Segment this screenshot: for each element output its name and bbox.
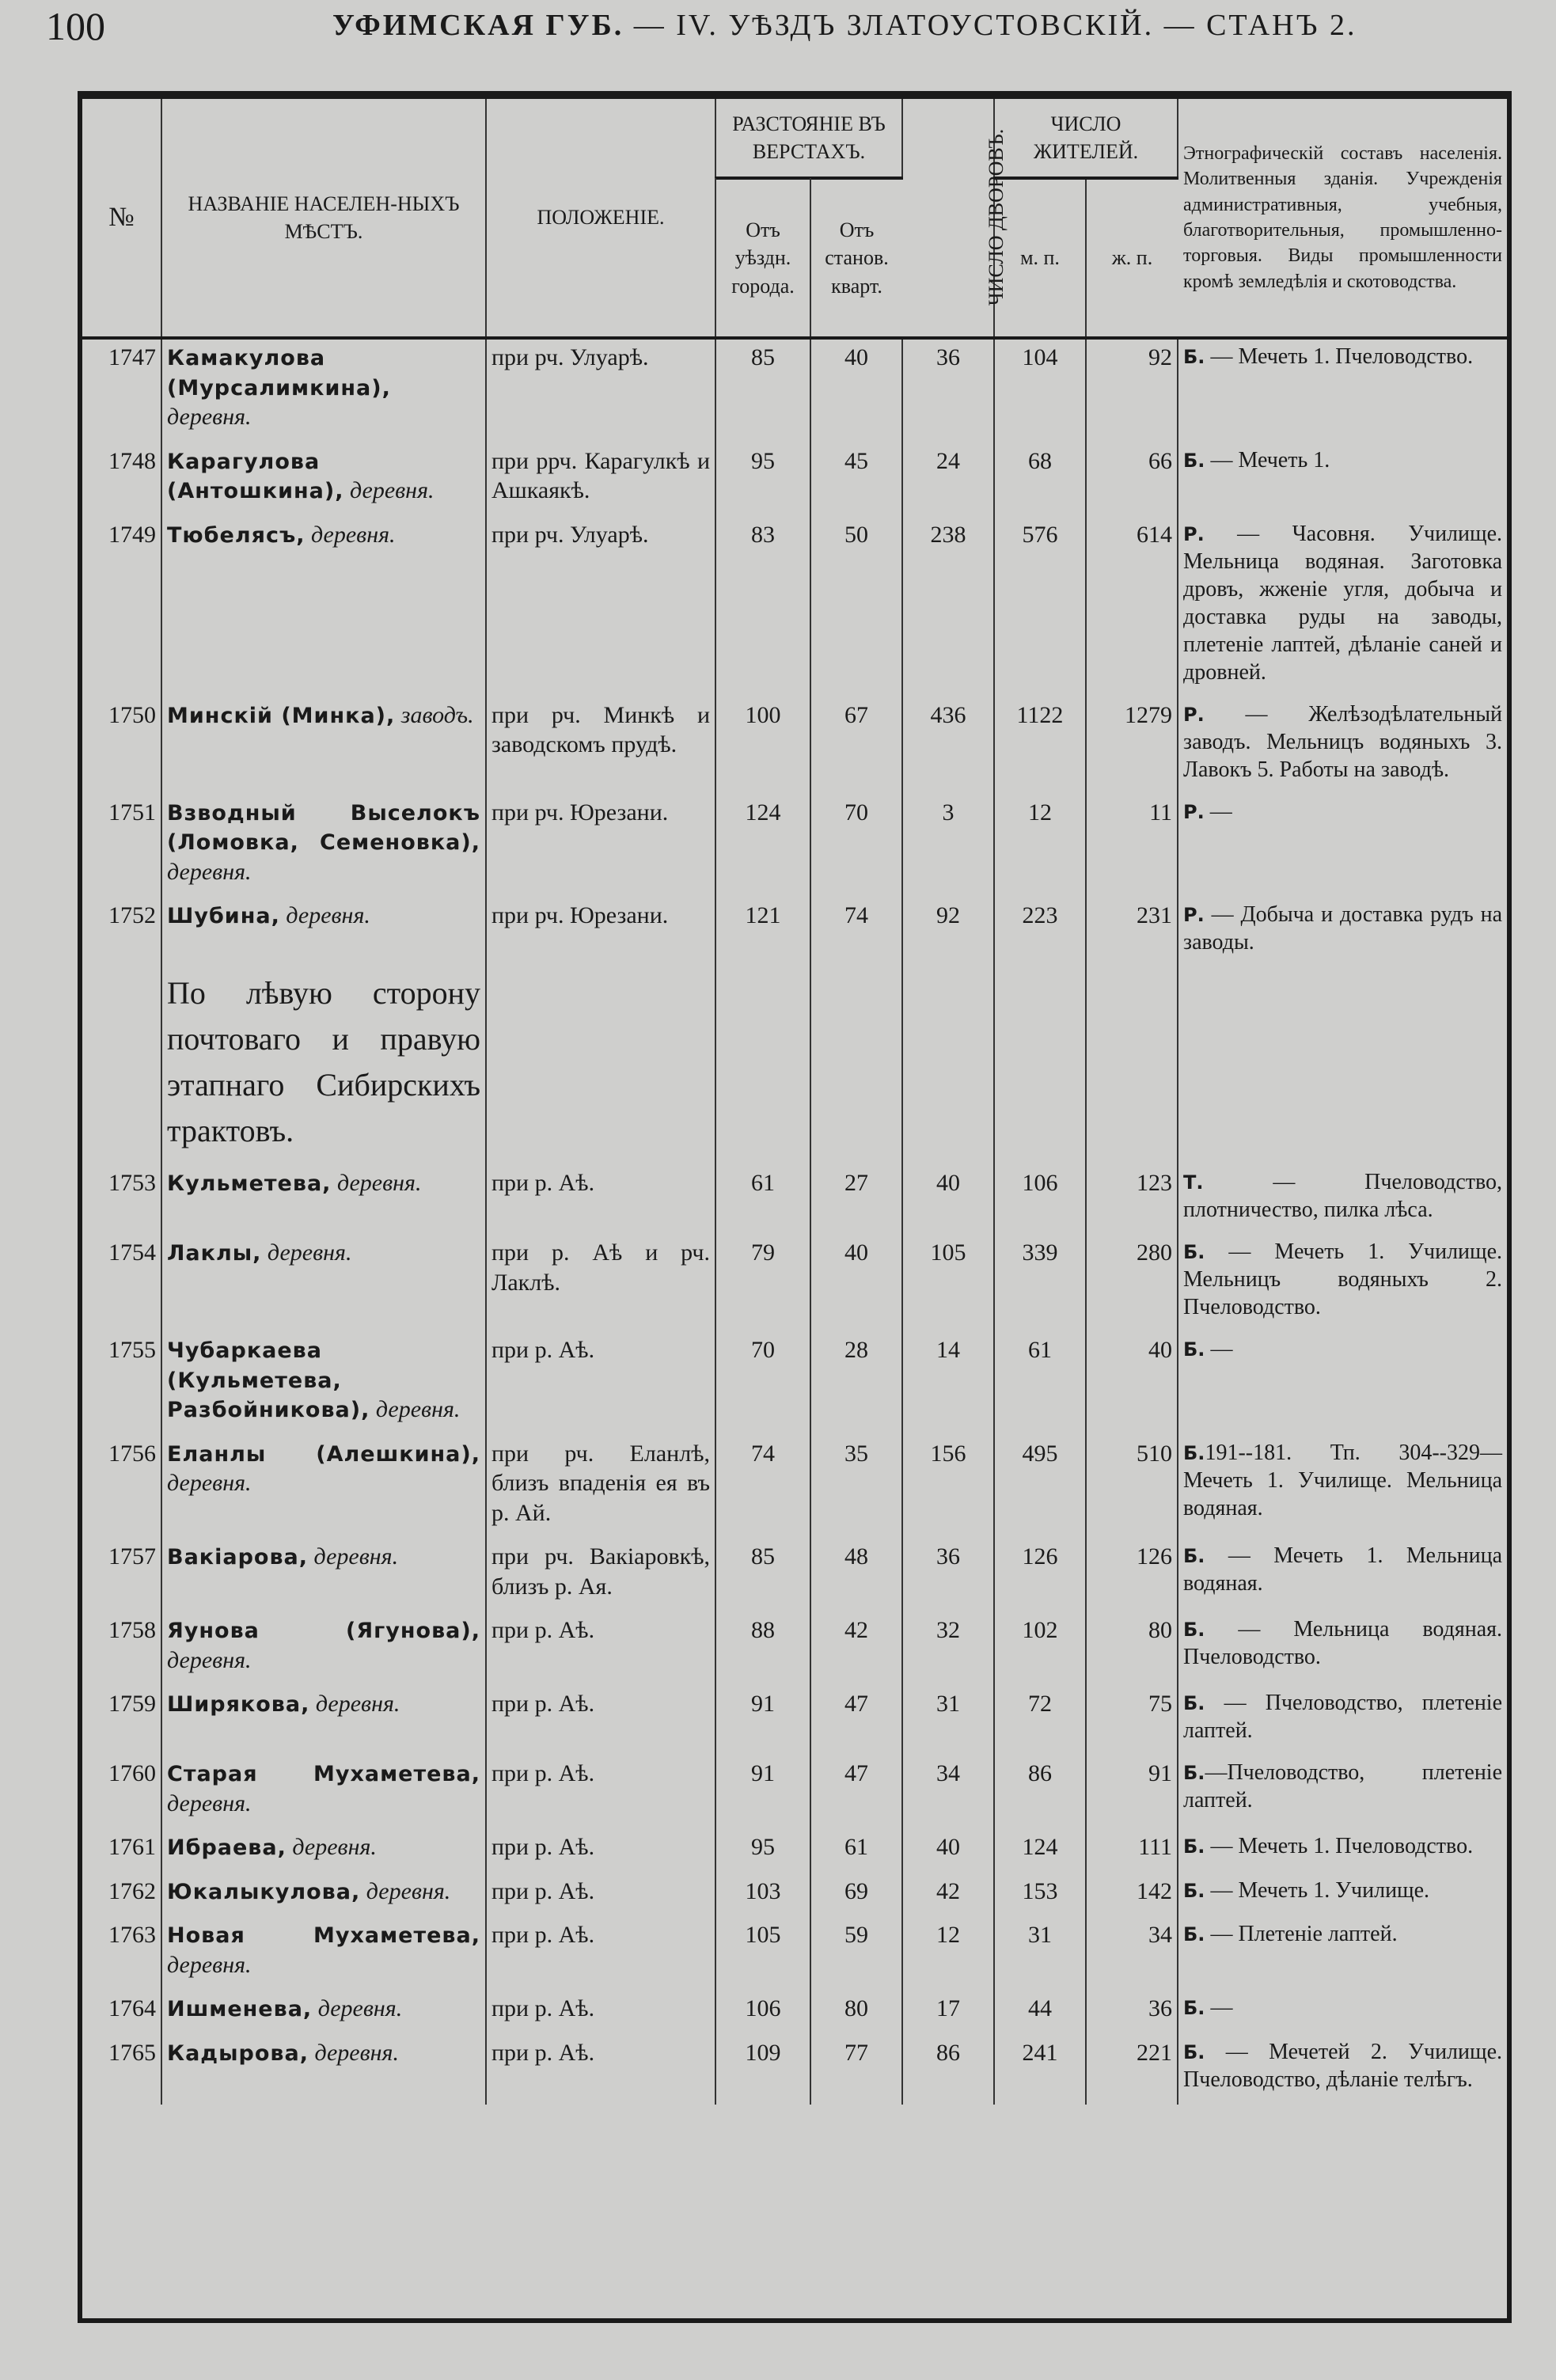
col-header-position: ПОЛОЖЕНІЕ. — [486, 99, 715, 338]
running-head-province: УФИМСКАЯ ГУБ. — [332, 9, 624, 42]
settlement-name: Карагулова (Антошкина), — [167, 449, 344, 503]
table-row — [82, 338, 1507, 443]
col-header-female: ж. п. — [1086, 178, 1178, 338]
distance-town-cell: 95 — [715, 1829, 810, 1873]
distance-town-cell: 106 — [715, 1991, 810, 2035]
notes-text: — Мечеть 1. — [1205, 447, 1330, 473]
yards-cell: 12 — [902, 1917, 994, 1991]
settlement-kind: деревня. — [292, 1834, 377, 1860]
col-header-yards — [902, 99, 1008, 338]
male-count-cell: 576 — [994, 517, 1086, 697]
position-cell: при р. Аѣ. — [486, 1756, 715, 1829]
settlement-name: Старая Мухаметева, — [167, 1762, 480, 1786]
female-count-cell: 510 — [1086, 1436, 1178, 1539]
yards-cell: 436 — [902, 697, 994, 795]
notes-text: — Пчеловодство, плотничество, пилка лѣса. — [1183, 1170, 1503, 1222]
distance-stan-cell: 80 — [810, 1991, 902, 2035]
notes-text: — Мечеть 1. Училище. — [1205, 1877, 1430, 1903]
ethnic-mark: Б. — [1183, 1545, 1205, 1567]
settlement-kind: деревня. — [167, 1951, 252, 1978]
yards-cell: 36 — [902, 1539, 994, 1612]
settlement-name-cell — [161, 1756, 486, 1829]
table-row — [82, 1332, 1507, 1436]
row-number: 1763 — [82, 1917, 161, 1991]
settlement-name: Юкалыкулова, — [167, 1879, 361, 1904]
notes-cell — [1178, 795, 1507, 898]
yards-cell: 238 — [902, 517, 994, 697]
position-cell: при рч. Улуарѣ. — [486, 338, 715, 443]
table-row — [82, 1917, 1507, 1991]
position-cell: при рч. Юрезани. — [486, 898, 715, 967]
table-row — [82, 1235, 1507, 1332]
male-count-cell: 31 — [994, 1917, 1086, 1991]
female-count-cell: 91 — [1086, 1756, 1178, 1829]
female-count-cell: 123 — [1086, 1165, 1178, 1235]
settlement-name-cell — [161, 338, 486, 443]
yards-cell: 92 — [902, 898, 994, 967]
notes-cell — [1178, 1539, 1507, 1612]
settlement-name: Яунова (Ягунова), — [167, 1619, 480, 1643]
row-number: 1749 — [82, 517, 161, 697]
female-count-cell: 1279 — [1086, 697, 1178, 795]
notes-cell — [1178, 2035, 1507, 2105]
ethnic-mark: Б. — [1183, 1835, 1205, 1858]
position-cell: при рч. Минкѣ и заводскомъ прудѣ. — [486, 697, 715, 795]
row-number: 1753 — [82, 1165, 161, 1235]
notes-text: — Плетеніе лаптей. — [1205, 1922, 1398, 1946]
distance-stan-cell: 74 — [810, 898, 902, 967]
yards-cell: 31 — [902, 1686, 994, 1756]
settlement-kind: заводъ. — [400, 701, 474, 728]
rows-group-b — [82, 1165, 1507, 2105]
notes-cell — [1178, 1612, 1507, 1686]
male-count-cell: 68 — [994, 443, 1086, 517]
settlement-register-table — [82, 99, 1507, 2105]
female-count-cell: 142 — [1086, 1873, 1178, 1918]
settlement-kind: деревня. — [286, 902, 370, 928]
settlement-kind: деревня. — [167, 1470, 252, 1496]
ethnic-mark: Б. — [1183, 1879, 1205, 1902]
settlement-kind: деревня. — [375, 1396, 461, 1422]
female-count-cell: 40 — [1086, 1332, 1178, 1436]
col-header-no: № — [82, 99, 161, 338]
page-header — [0, 0, 1556, 79]
row-number: 1756 — [82, 1436, 161, 1539]
male-count-cell: 86 — [994, 1756, 1086, 1829]
distance-stan-cell: 42 — [810, 1612, 902, 1686]
yards-cell: 32 — [902, 1612, 994, 1686]
settlement-kind: деревня. — [167, 404, 252, 430]
settlement-name: Камакулова (Мурсалимкина), — [167, 346, 391, 400]
settlement-name: Кульметева, — [167, 1171, 332, 1196]
yards-cell: 40 — [902, 1829, 994, 1873]
row-number: 1761 — [82, 1829, 161, 1873]
settlement-name-cell — [161, 795, 486, 898]
row-number: 1760 — [82, 1756, 161, 1829]
settlement-name-cell — [161, 1873, 486, 1918]
female-count-cell: 280 — [1086, 1235, 1178, 1332]
male-count-cell: 223 — [994, 898, 1086, 967]
male-count-cell: 241 — [994, 2035, 1086, 2105]
table-row — [82, 697, 1507, 795]
ethnic-mark: Б. — [1183, 1923, 1205, 1945]
notes-text: — Мечеть 1. Пчеловодство. — [1205, 1834, 1474, 1858]
position-cell: при ррч. Карагулкѣ и Ашкаякѣ. — [486, 443, 715, 517]
female-count-cell: 231 — [1086, 898, 1178, 967]
distance-town-cell: 95 — [715, 443, 810, 517]
settlement-name-cell — [161, 1436, 486, 1539]
distance-stan-cell: 28 — [810, 1332, 902, 1436]
settlement-name-cell — [161, 1235, 486, 1332]
page-number: 100 — [46, 4, 105, 48]
settlement-name-cell — [161, 517, 486, 697]
male-count-cell: 106 — [994, 1165, 1086, 1235]
table-row — [82, 1686, 1507, 1756]
settlement-kind: деревня. — [167, 858, 252, 885]
settlement-name-cell — [161, 1539, 486, 1612]
distance-town-cell: 105 — [715, 1917, 810, 1991]
settlement-kind: деревня. — [315, 1691, 400, 1717]
distance-town-cell: 124 — [715, 795, 810, 898]
section-heading: По лѣвую сторону почтоваго и правую этапнаго Сибирскихъ трактовъ. — [161, 967, 486, 1165]
section-row — [82, 967, 1507, 1165]
table-row — [82, 898, 1507, 967]
ethnic-mark: Б. — [1183, 1241, 1205, 1263]
row-number: 1754 — [82, 1235, 161, 1332]
settlement-name-cell — [161, 1829, 486, 1873]
ethnic-mark: Б. — [1183, 1338, 1205, 1361]
ethnic-mark: Б. — [1183, 1762, 1205, 1784]
position-cell: при р. Аѣ. — [486, 1991, 715, 2035]
table-row — [82, 2035, 1507, 2105]
row-number: 1765 — [82, 2035, 161, 2105]
yards-cell: 156 — [902, 1436, 994, 1539]
position-cell: при рч. Улуарѣ. — [486, 517, 715, 697]
notes-cell — [1178, 1756, 1507, 1829]
notes-text: — Пчеловодство, плетеніе лаптей. — [1183, 1691, 1503, 1743]
settlement-name: Вакіарова, — [167, 1545, 309, 1570]
ethnic-mark: Б. — [1183, 1619, 1205, 1641]
rows-group-a — [82, 338, 1507, 967]
ethnic-mark: Р. — [1183, 904, 1205, 926]
settlement-name: Ишменева, — [167, 1997, 313, 2021]
male-count-cell: 44 — [994, 1991, 1086, 2035]
settlement-name: Ширякова, — [167, 1692, 310, 1717]
position-cell: при р. Аѣ. — [486, 2035, 715, 2105]
female-count-cell: 75 — [1086, 1686, 1178, 1756]
male-count-cell: 72 — [994, 1686, 1086, 1756]
notes-text: — Мечеть 1. Мельница водяная. — [1183, 1543, 1503, 1596]
distance-town-cell: 83 — [715, 517, 810, 697]
position-cell: при р. Аѣ. — [486, 1332, 715, 1436]
row-number: 1758 — [82, 1612, 161, 1686]
position-cell: при р. Аѣ. — [486, 1917, 715, 1991]
settlement-kind: деревня. — [167, 1646, 252, 1673]
ethnic-mark: Т. — [1183, 1171, 1204, 1194]
yards-cell: 3 — [902, 795, 994, 898]
position-cell: при рч. Вакіаровкѣ, близъ р. Ая. — [486, 1539, 715, 1612]
settlement-name-cell — [161, 1612, 486, 1686]
female-count-cell: 92 — [1086, 338, 1178, 443]
position-cell: при р. Аѣ. — [486, 1165, 715, 1235]
settlement-kind: деревня. — [167, 1790, 252, 1816]
col-header-dist-stan: Отъ станов. кварт. — [810, 178, 902, 338]
distance-town-cell: 70 — [715, 1332, 810, 1436]
position-cell: при р. Аѣ. — [486, 1829, 715, 1873]
settlement-name-cell — [161, 2035, 486, 2105]
distance-stan-cell: 35 — [810, 1436, 902, 1539]
row-number: 1757 — [82, 1539, 161, 1612]
female-count-cell: 80 — [1086, 1612, 1178, 1686]
yards-cell: 17 — [902, 1991, 994, 2035]
distance-town-cell: 91 — [715, 1756, 810, 1829]
settlement-name-cell — [161, 1991, 486, 2035]
notes-text: — Мечетей 2. Училище. Пчеловодство, дѣланіе телѣгъ. — [1183, 2039, 1503, 2092]
distance-town-cell: 79 — [715, 1235, 810, 1332]
distance-town-cell: 61 — [715, 1165, 810, 1235]
distance-town-cell: 100 — [715, 697, 810, 795]
yards-cell: 34 — [902, 1756, 994, 1829]
settlement-kind: деревня. — [317, 1995, 403, 2021]
ethnic-mark: Б. — [1183, 1692, 1205, 1714]
row-number: 1759 — [82, 1686, 161, 1756]
notes-cell — [1178, 338, 1507, 443]
distance-town-cell: 85 — [715, 1539, 810, 1612]
yards-cell: 105 — [902, 1235, 994, 1332]
position-cell: при р. Аѣ. — [486, 1873, 715, 1918]
settlement-name-cell — [161, 1686, 486, 1756]
running-head — [332, 8, 1357, 43]
settlement-name: Взводный Выселокъ (Ломовка, Семеновка), — [167, 800, 480, 855]
settlement-kind: деревня. — [267, 1239, 352, 1266]
distance-stan-cell: 50 — [810, 517, 902, 697]
col-header-male: м. п. — [994, 178, 1086, 338]
male-count-cell: 102 — [994, 1612, 1086, 1686]
table-row — [82, 1829, 1507, 1873]
distance-town-cell: 85 — [715, 338, 810, 443]
distance-stan-cell: 45 — [810, 443, 902, 517]
distance-stan-cell: 27 — [810, 1165, 902, 1235]
settlement-kind: деревня. — [349, 477, 435, 503]
settlement-name: Ибраева, — [167, 1835, 287, 1860]
distance-stan-cell: 67 — [810, 697, 902, 795]
distance-stan-cell: 77 — [810, 2035, 902, 2105]
notes-text: 191--181. Тп. 304--329— Мечеть 1. Училище. Мельница водяная. — [1183, 1440, 1503, 1520]
ethnic-mark: Б. — [1183, 449, 1205, 472]
notes-text: —Пчеловодство, плетеніе лаптей. — [1183, 1760, 1503, 1813]
row-number: 1747 — [82, 338, 161, 443]
position-cell: при р. Аѣ. — [486, 1686, 715, 1756]
notes-cell — [1178, 1991, 1507, 2035]
table-row — [82, 1873, 1507, 1918]
distance-stan-cell: 70 — [810, 795, 902, 898]
col-header-notes: Этнографическій составъ населенія. Молитвенныя зданія. Учрежденія административныя, учебныя, благотворительныя, промышленно-торговыя. Виды промышленности кромѣ земледѣлія и скотоводства. — [1178, 99, 1507, 338]
notes-text: — — [1205, 1337, 1233, 1361]
distance-stan-cell: 47 — [810, 1756, 902, 1829]
col-header-dist-town: Отъ уѣздн. города. — [715, 178, 810, 338]
ethnic-mark: Р. — [1183, 800, 1205, 823]
notes-text: — — [1204, 799, 1232, 824]
settlement-name: Новая Мухаметева, — [167, 1923, 480, 1948]
ethnic-mark: Б. — [1183, 1997, 1205, 2019]
position-cell: при рч. Юрезани. — [486, 795, 715, 898]
running-head-district: — IV. УѢЗДЪ ЗЛАТОУСТОВСКІЙ. — СТАНЪ 2. — [624, 9, 1357, 42]
table-row — [82, 517, 1507, 697]
col-header-inhabitants: ЧИСЛО ЖИТЕЛЕЙ. — [994, 99, 1178, 178]
notes-cell — [1178, 517, 1507, 697]
settlement-name-cell — [161, 1332, 486, 1436]
notes-cell — [1178, 898, 1507, 967]
male-count-cell: 126 — [994, 1539, 1086, 1612]
settlement-name: Еланлы (Алешкина), — [167, 1441, 480, 1467]
distance-stan-cell: 40 — [810, 1235, 902, 1332]
notes-cell — [1178, 1829, 1507, 1873]
table-row — [82, 1539, 1507, 1612]
notes-text: — Мечеть 1. Пчеловодство. — [1205, 344, 1474, 369]
notes-text: — — [1205, 1995, 1233, 2020]
female-count-cell: 614 — [1086, 517, 1178, 697]
settlement-kind: деревня. — [313, 1543, 399, 1570]
male-count-cell: 495 — [994, 1436, 1086, 1539]
female-count-cell: 66 — [1086, 443, 1178, 517]
settlement-name: Лаклы, — [167, 1241, 262, 1266]
table-row — [82, 1756, 1507, 1829]
distance-stan-cell: 69 — [810, 1873, 902, 1918]
distance-town-cell: 103 — [715, 1873, 810, 1918]
yards-cell: 24 — [902, 443, 994, 517]
notes-cell — [1178, 1332, 1507, 1436]
ethnic-mark: Р. — [1183, 522, 1205, 545]
settlement-name-cell — [161, 697, 486, 795]
settlement-name-cell — [161, 443, 486, 517]
table-row — [82, 1991, 1507, 2035]
notes-cell — [1178, 1686, 1507, 1756]
male-count-cell: 153 — [994, 1873, 1086, 1918]
distance-town-cell: 91 — [715, 1686, 810, 1756]
female-count-cell: 11 — [1086, 795, 1178, 898]
notes-text: — Добыча и доставка рудъ на заводы. — [1183, 902, 1503, 955]
row-number: 1752 — [82, 898, 161, 967]
male-count-cell: 12 — [994, 795, 1086, 898]
female-count-cell: 221 — [1086, 2035, 1178, 2105]
distance-town-cell: 74 — [715, 1436, 810, 1539]
table-row — [82, 1165, 1507, 1235]
ethnic-mark: Б. — [1183, 1441, 1205, 1464]
settlement-name: Чубаркаева (Кульметева, Разбойникова), — [167, 1338, 370, 1422]
row-number: 1751 — [82, 795, 161, 898]
position-cell: при рч. Еланлѣ, близъ впаденія ея въ р. Ай. — [486, 1436, 715, 1539]
yards-cell: 40 — [902, 1165, 994, 1235]
row-number: 1762 — [82, 1873, 161, 1918]
row-number: 1750 — [82, 697, 161, 795]
male-count-cell: 339 — [994, 1235, 1086, 1332]
yards-cell: 36 — [902, 338, 994, 443]
female-count-cell: 111 — [1086, 1829, 1178, 1873]
female-count-cell: 36 — [1086, 1991, 1178, 2035]
table-row — [82, 1612, 1507, 1686]
distance-stan-cell: 47 — [810, 1686, 902, 1756]
distance-stan-cell: 40 — [810, 338, 902, 443]
settlement-kind: деревня. — [366, 1877, 451, 1904]
ethnic-mark: Б. — [1183, 2040, 1205, 2063]
row-number: 1755 — [82, 1332, 161, 1436]
male-count-cell: 1122 — [994, 697, 1086, 795]
table-row — [82, 795, 1507, 898]
yards-cell: 42 — [902, 1873, 994, 1918]
table-row — [82, 443, 1507, 517]
row-number: 1764 — [82, 1991, 161, 2035]
table-row — [82, 1436, 1507, 1539]
notes-cell — [1178, 1917, 1507, 1991]
distance-stan-cell: 48 — [810, 1539, 902, 1612]
distance-stan-cell: 61 — [810, 1829, 902, 1873]
distance-town-cell: 121 — [715, 898, 810, 967]
distance-stan-cell: 59 — [810, 1917, 902, 1991]
distance-town-cell: 109 — [715, 2035, 810, 2105]
settlement-name-cell — [161, 1917, 486, 1991]
col-header-name: НАЗВАНІЕ НАСЕЛЕН-НЫХЪ МѢСТЪ. — [161, 99, 486, 338]
notes-text: — Мечеть 1. Училище. Мельницъ водяныхъ 2. Пчеловодство. — [1183, 1239, 1503, 1319]
position-cell: при р. Аѣ. — [486, 1612, 715, 1686]
col-header-yards-label: ЧИСЛО ДВОРОВЪ. — [985, 129, 1008, 306]
settlement-kind: деревня. — [311, 521, 396, 548]
male-count-cell: 61 — [994, 1332, 1086, 1436]
section-group — [82, 967, 1507, 1165]
male-count-cell: 104 — [994, 338, 1086, 443]
female-count-cell: 126 — [1086, 1539, 1178, 1612]
settlement-name: Тюбелясъ, — [167, 522, 306, 548]
distance-town-cell: 88 — [715, 1612, 810, 1686]
yards-cell: 14 — [902, 1332, 994, 1436]
ethnic-mark: Р. — [1183, 703, 1205, 726]
row-number: 1748 — [82, 443, 161, 517]
position-cell: при р. Аѣ и рч. Лаклѣ. — [486, 1235, 715, 1332]
notes-cell — [1178, 443, 1507, 517]
notes-text: — Часовня. Училище. Мельница водяная. Заготовка дровъ, жженіе угля, добыча и доставка руды на заводы, плетеніе лаптей, дѣланіе саней и дровней. — [1183, 521, 1503, 685]
yards-cell: 86 — [902, 2035, 994, 2105]
settlement-name: Минскій (Минка), — [167, 703, 396, 728]
male-count-cell: 124 — [994, 1829, 1086, 1873]
notes-text: — Мельница водяная. Пчеловодство. — [1183, 1617, 1503, 1669]
notes-cell — [1178, 1165, 1507, 1235]
settlement-kind: деревня. — [336, 1170, 422, 1196]
ethnic-mark: Б. — [1183, 346, 1205, 368]
female-count-cell: 34 — [1086, 1917, 1178, 1991]
settlement-kind: деревня. — [314, 2039, 399, 2066]
notes-text: — Желѣзодѣлательный заводъ. Мельницъ водяныхъ 3. Лавокъ 5. Работы на заводѣ. — [1183, 701, 1503, 782]
notes-cell — [1178, 697, 1507, 795]
notes-cell — [1178, 1873, 1507, 1918]
settlement-name-cell — [161, 898, 486, 967]
settlement-name: Кадырова, — [167, 2040, 309, 2066]
col-header-distance: РАЗСТОЯНІЕ ВЪ ВЕРСТАХЪ. — [715, 99, 902, 178]
settlement-name: Шубина, — [167, 904, 280, 928]
notes-cell — [1178, 1235, 1507, 1332]
notes-cell — [1178, 1436, 1507, 1539]
settlement-name-cell — [161, 1165, 486, 1235]
